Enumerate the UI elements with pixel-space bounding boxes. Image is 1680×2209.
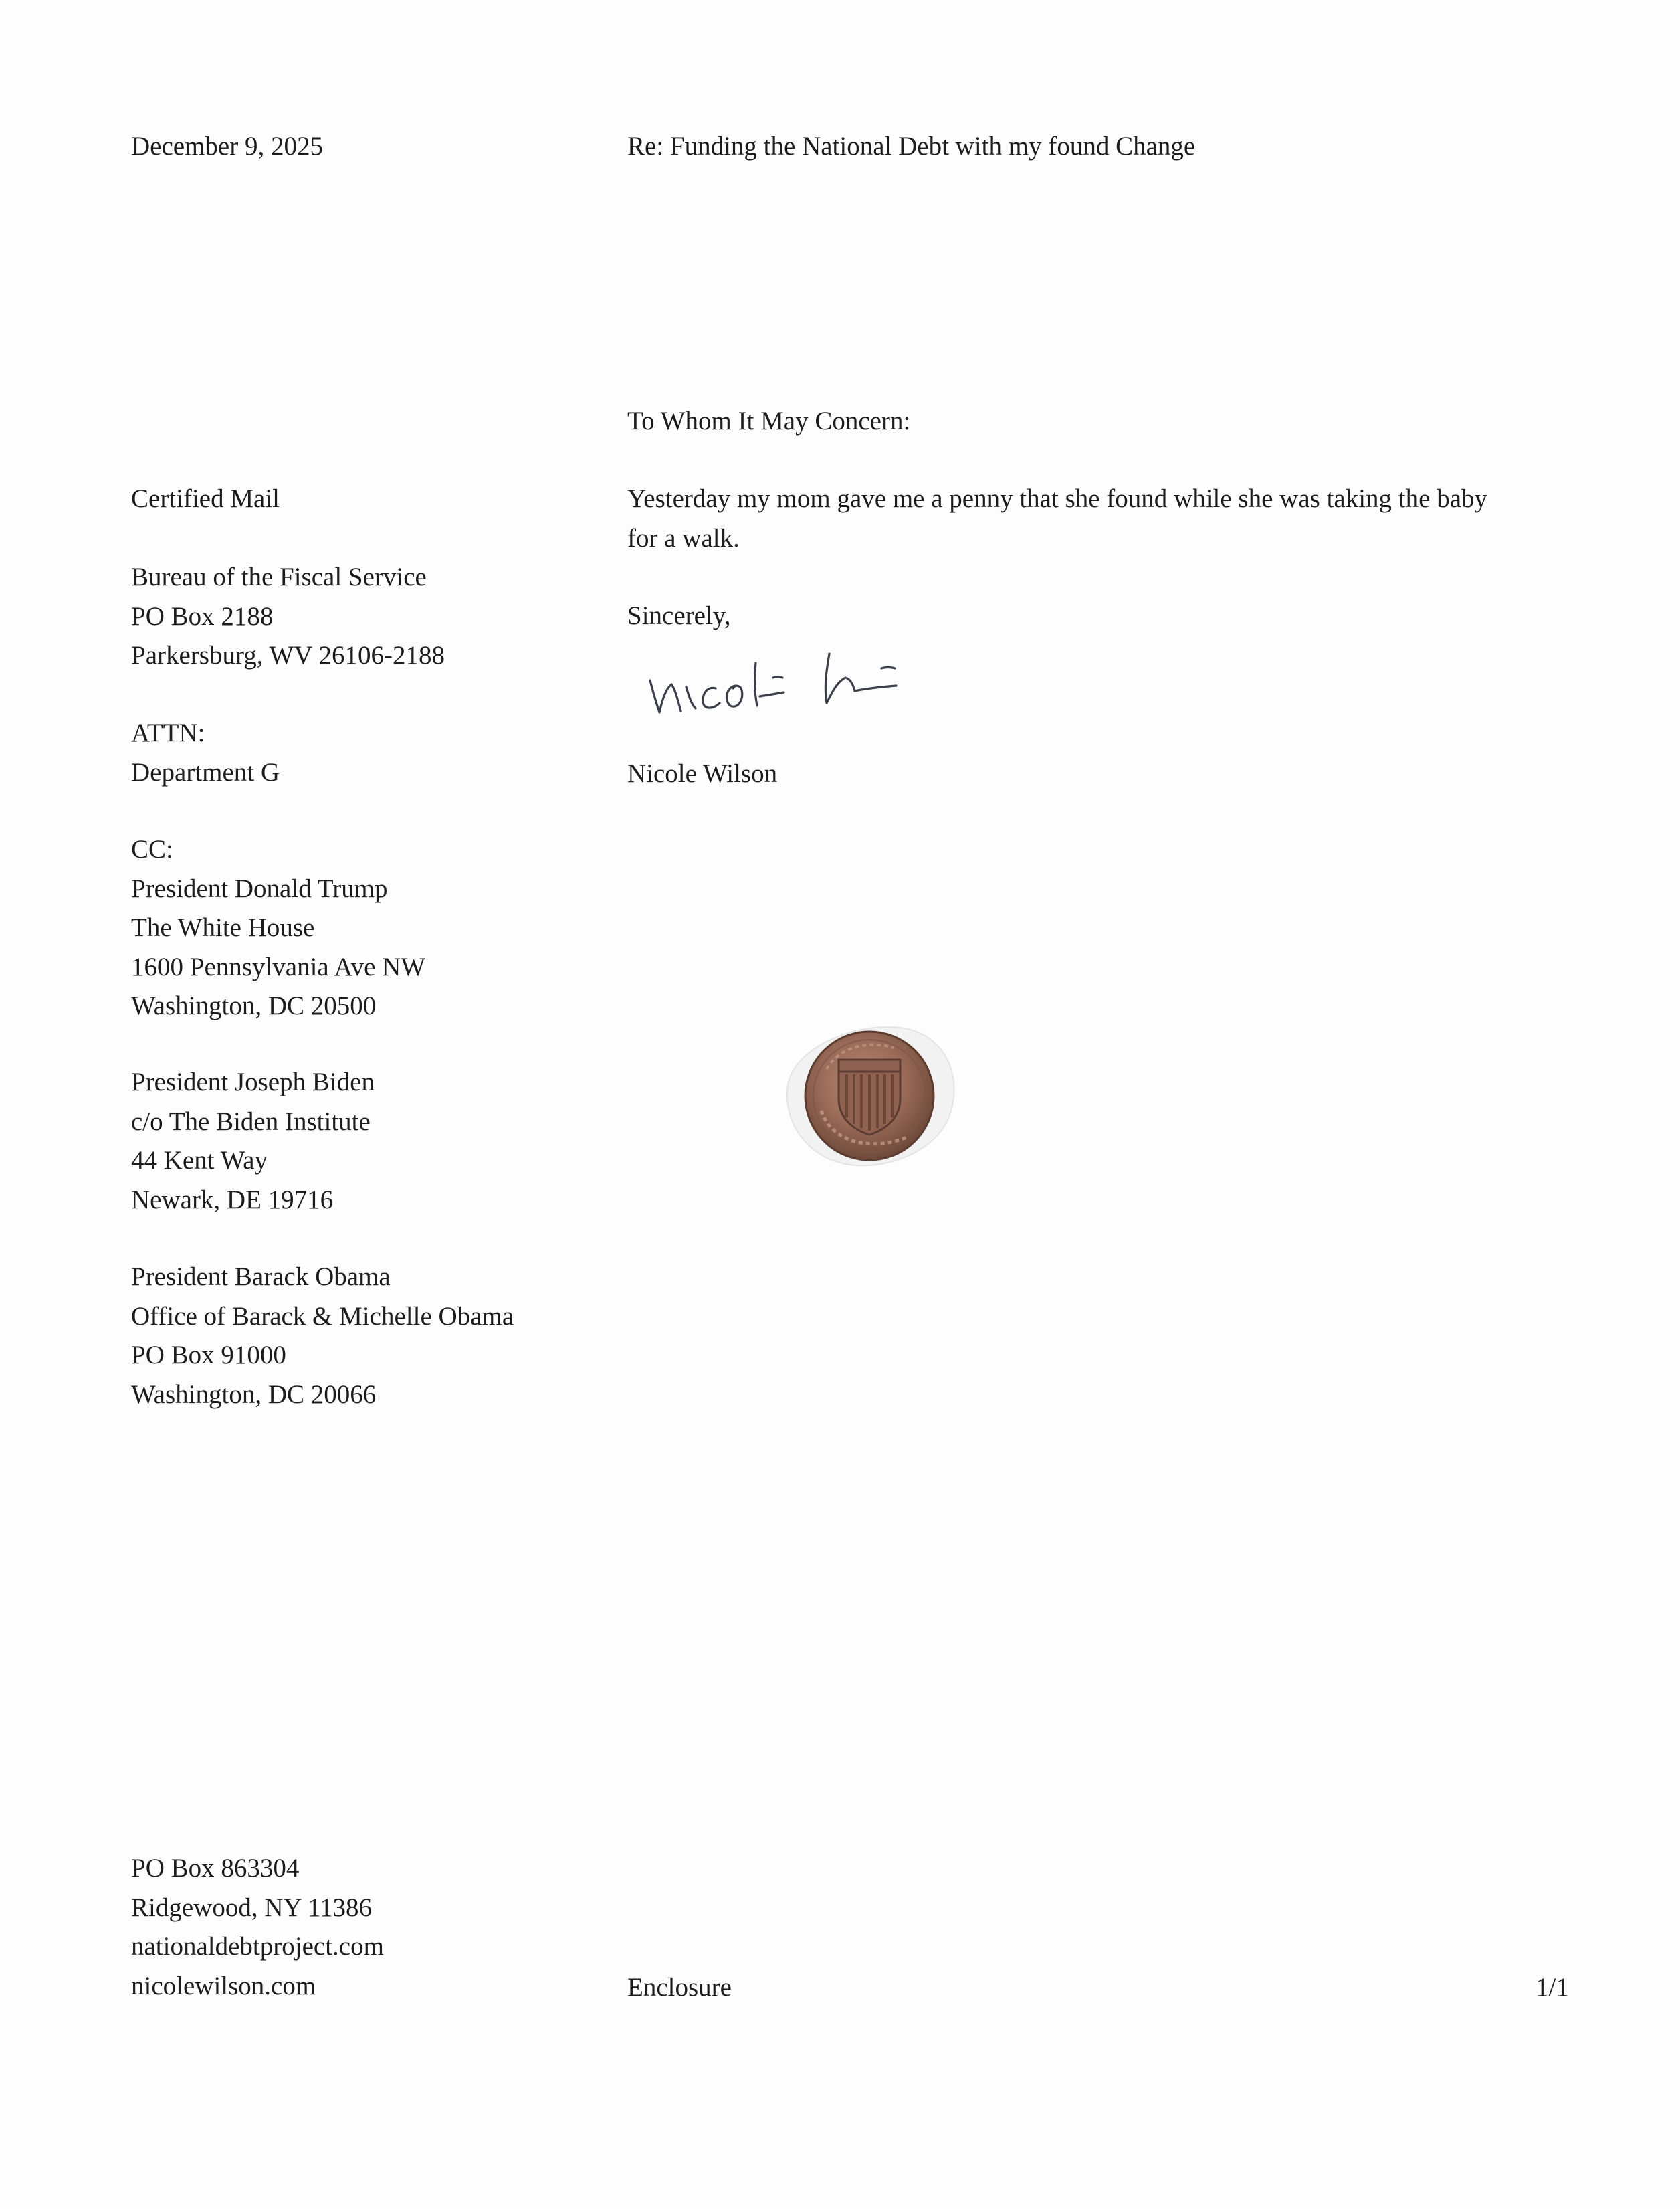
handwritten-signature [642,639,990,733]
letter-body [627,480,1564,558]
address-line: 44 Kent Way [131,1146,268,1175]
address-line: President Barack Obama [131,1262,391,1291]
salutation: To Whom It May Concern: [627,407,911,436]
address-line: PO Box 91000 [131,1341,286,1369]
letter-date: December 9, 2025 [131,132,323,161]
address-line: PO Box 2188 [131,601,274,631]
cc-label: CC: [131,835,173,864]
delivery-method: Certified Mail [131,484,280,513]
penny-icon [769,1010,970,1184]
address-line: Newark, DE 19716 [131,1185,334,1214]
cc-trump-address [131,830,425,1026]
closing: Sincerely, [627,601,731,630]
address-line: Office of Barack & Michelle Obama [131,1301,514,1331]
address-line: 1600 Pennsylvania Ave NW [131,952,426,981]
address-line: Washington, DC 20500 [131,991,377,1020]
address-line: Bureau of the Fiscal Service [131,563,427,591]
address-line: Washington, DC 20066 [131,1379,377,1409]
address-line: President Donald Trump [131,874,388,903]
body-line: Yesterday my mom gave me a penny that she found while she was taking the baby [627,484,1488,513]
sender-website: nicolewilson.com [131,1971,316,2000]
page-number: 1/1 [1536,1973,1569,2002]
primary-recipient-address [131,558,445,676]
attention-line [131,714,280,792]
address-line: c/o The Biden Institute [131,1107,371,1136]
signer-name: Nicole Wilson [627,759,778,788]
letter-subject: Re: Funding the National Debt with my found Change [627,132,1196,161]
sender-website: nationaldebtproject.com [131,1932,384,1961]
cc-biden-address [131,1063,375,1220]
signature-icon [642,639,990,733]
sender-line: PO Box 863304 [131,1854,300,1883]
penny-enclosure [769,1010,970,1184]
address-line: Parkersburg, WV 26106-2188 [131,641,445,670]
attn-label: ATTN: [131,718,205,747]
address-line: The White House [131,913,315,942]
address-line: President Joseph Biden [131,1068,375,1096]
enclosure-notation: Enclosure [627,1973,732,2002]
body-line: for a walk. [627,523,740,553]
cc-obama-address [131,1258,514,1414]
sender-line: Ridgewood, NY 11386 [131,1893,373,1922]
attn-department: Department G [131,757,280,787]
sender-address [131,1849,384,2006]
